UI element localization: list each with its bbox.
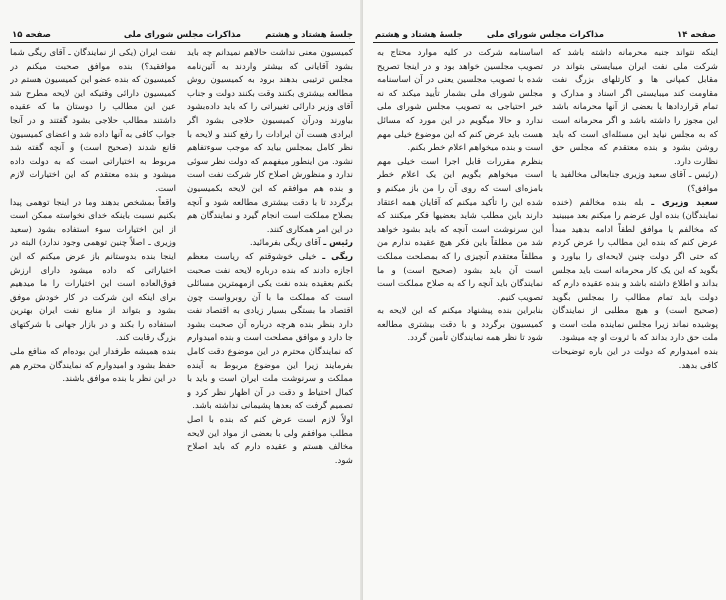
proceedings-title: مذاکرات مجلس شورای ملی (123, 30, 242, 40)
paragraph-text: بنده امیدوارم که دولت در این باره توضیحات کافی بدهد. (552, 347, 718, 371)
speech-paragraph (187, 251, 353, 414)
paragraph (10, 346, 176, 387)
session-label: جلسهٔ هشتاد و هشتم (265, 30, 353, 40)
text-column (552, 47, 718, 595)
paragraph-text: بله بنده مخالفم (خنده نمایندگان) بنده اول عرضم را میکنم بعد میبینید که مخالفم یا موافق لطفاً ادامه بدهید مبدأ عرض کنم که بنده این مطالب را عرض کردم که حتی اگر دولت چنین لایحه‌ای را بیاورد و بگوید که این یک کار محرمانه است باید مجلس بداند و اطلاع داشته باشد و بنده عقیده دارم که دولت باید تمام مطالب را بمجلس بگوید (صحیح است) و هیچ مطلبی از نمایندگان پوشیده نماند زیرا مجلس نماینده ملت است و ملت حق دارد بداند که با ثروت او چه میشود. (552, 197, 718, 344)
paragraph (552, 346, 718, 373)
paragraph (377, 47, 543, 156)
paragraph-text: اولاً لازم است عرض کنم که بنده با اصل مطلب موافقم ولی با بعضی از مواد این لایحه مخالف هستم و عقیده دارم که باید اصلاح شود. (187, 415, 353, 466)
paragraph-text: بنده همیشه طرفدار این بوده‌ام که منافع ملی حفظ بشود و امیدوارم که نمایندگان محترم هم در این نظر با بنده موافق باشند. (10, 347, 176, 385)
speech-paragraph (552, 197, 718, 347)
paragraph (187, 47, 353, 237)
speech-paragraph (187, 237, 353, 251)
page-number: صفحه ۱۵ (12, 30, 51, 40)
paragraph (377, 305, 543, 346)
paragraph-text: بنابراین بنده پیشنهاد میکنم که این لایحه به کمیسیون برگردد و با دقت بیشتری مطالعه شود تا نظر همه نمایندگان تأمین گردد. (377, 306, 543, 344)
paragraph (10, 47, 176, 197)
paragraph-text: (رئیس ـ آقای سعید وزیری جنابعالی مخالفید یا موافق؟) (552, 170, 718, 194)
paragraph-text: اساسنامه شرکت در کلیه موارد محتاج به تصویب مجلسین خواهد بود و در اینجا تصریح شده با تصویب مجلسین یعنی در آن اساسنامه مجلس شورای ملی بشمار تأیید میکند که نه خیر احتیاجی به تصویب مجلس شورای ملی ندارد و حالا میگویم در این مورد که مسائل هست باید عرض کنم که این موضوع خیلی مهم است و بنده میخواهم اعلام خطر بکنم. (377, 48, 543, 154)
paragraph (10, 197, 176, 347)
paragraph (552, 47, 718, 169)
paragraph-text: اینکه نتواند جنبه محرمانه داشته باشد که شرکت ملی نفت ایران میبایستی بتواند در مقابل کمپانی ها و کارتلهای بزرگ نفت مقاومت کند میبایستی اگر اسناد و مدارک و تمام قراردادها یا بعضی از آنها محرمانه باشد این مجوز را داشته باشد و اگر محرمانه است که به مجلس نیاید این مسئله‌ای است که باید روشن بشود و بنده معتقدم که مجلس حق نظارت دارد. (552, 48, 718, 167)
paragraph-text: نفت ایران (یکی از نمایندگان ـ آقای ریگی شما موافقید؟) بنده موافق صحبت میکنم در کمیسیون که بنده عضو این کمیسیون هستم در کمیسیون دارائی وقتیکه این لایحه مطرح شد عین این مطالب را دوستان ما که عقیده داشتند مطالب حلاجی بشود گفتند و در آنجا جواب کافی به آنها داده شد و اعضای کمیسیون قانع شدند (صحیح است) و آنچه گفته شد مربوط به اختیاراتی است که به دولت داده میشود و بنده معتقدم که این اختیارات لازم است. (10, 48, 176, 194)
paragraph (187, 414, 353, 468)
speaker-name: رئیس ـ (323, 238, 353, 249)
speaker-name: ریگی ـ (322, 251, 353, 262)
page-header (373, 30, 718, 43)
speaker-name: سعید وزیری ـ (651, 197, 718, 208)
paragraph (377, 156, 543, 306)
paragraph-text: بنظرم مقررات قابل اجرا است خیلی مهم است میخواهم بگویم این یک اعلام خطر بامزه‌ای است که روی آن را من باز میکنم و شده این را تأکید میکنم که آقایان همه اعتقاد دارند باین مطلب شاید بعضیها فکر میکنند که این سرنوشت است آنچه که باید بشود خواهد شد من مطلقاً باین فکر هیچ عقیده ندارم من مطلقاً معتقدم آنچیزی را که بمصلحت مملکت است آن باید بشود (صحیح است) و ما نمایندگان باید آنچه را که به صلاح مملکت است تصویب کنیم. (377, 156, 543, 303)
paragraph-text: خیلی خوشوقتم که ریاست معظم اجازه دادند که بنده درباره لایحه نفت صحبت بکنم بعقیده بنده نفت یکی ازمهمترین مسائلی است که مملکت ما با آن روبرواست چون اقتصاد ما بستگی بسیار زیادی به اقتصاد نفت دارد بنظر بنده هرچه درباره آن صحبت بشود جا دارد و موافق مصلحت است و بنده امیدوارم که نمایندگان محترم در این موضوع دقت کامل بفرمایند زیرا این موضوع مربوط به آینده مملکت و سرنوشت ملت ایران است و باید با کمال احتیاط و دقت در آن اظهار نظر کرد و تصمیم گرفت که بعدها پشیمانی نداشته باشد. (187, 251, 353, 412)
session-label: جلسهٔ هشتاد و هشتم (375, 30, 463, 40)
right-page (363, 0, 726, 600)
paragraph-text: کمیسیون معنی نداشت حالاهم نمیدانم چه باید بشود آقایانی که بیشتر واردند به آئین‌نامه مجلس ترتیبی بدهند برود به کمیسیون روش مطالعه بیشتری بکنند وقت بکنند دولت و جناب آقای وزیر دارائی تغییراتی را که باید داده‌بشود بیاورند ودرآن کمیسیون حلاجی بشود اگر ایرادی هست آن ایرادات را رفع کنند و لایحه با نظر کامل بمجلس بیاید که موجب سوءتفاهم نشود. من اینطور میفهمم که دولت نظر سوئی ندارد و منظورش اصلاح کار شرکت نفت است و بنده هم موافقم که این لایحه بکمیسیون برگردد تا با دقت بیشتری مطالعه شود و آنچه بصلاح مملکت است انجام گیرد و نمایندگان هم در این امر همکاری کنند. (187, 48, 353, 235)
text-column (377, 47, 543, 595)
page-number: صفحه ۱۴ (677, 30, 716, 40)
text-column (187, 47, 353, 595)
paragraph-text: واقعاً بمشخص بدهند وما در اینجا توهمی پیدا بکنیم نسبت باینکه خدای نخواسته ممکن است از این اختیارات سوء استفاده بشود (سعید وزیری ـ اصلاً چنین توهمی وجود ندارد) البته در اینجا بنده بدوستانم باز عرض میکنم که این اختیاراتی که داده میشود دارای ارزش فوق‌العاده است این اختیارات را ما میدهیم برای اینکه این شرکت در کار خودش موفق بشود و بتواند از منابع نفت ایران بهترین استفاده را بکند و در بازار جهانی با شرکتهای بزرگ رقابت کند. (10, 197, 176, 344)
page-header (10, 30, 355, 43)
text-column (10, 47, 176, 595)
paragraph-text: آقای ریگی بفرمائید. (249, 238, 321, 249)
proceedings-title: مذاکرات مجلس شورای ملی (486, 30, 605, 40)
paragraph (552, 169, 718, 196)
